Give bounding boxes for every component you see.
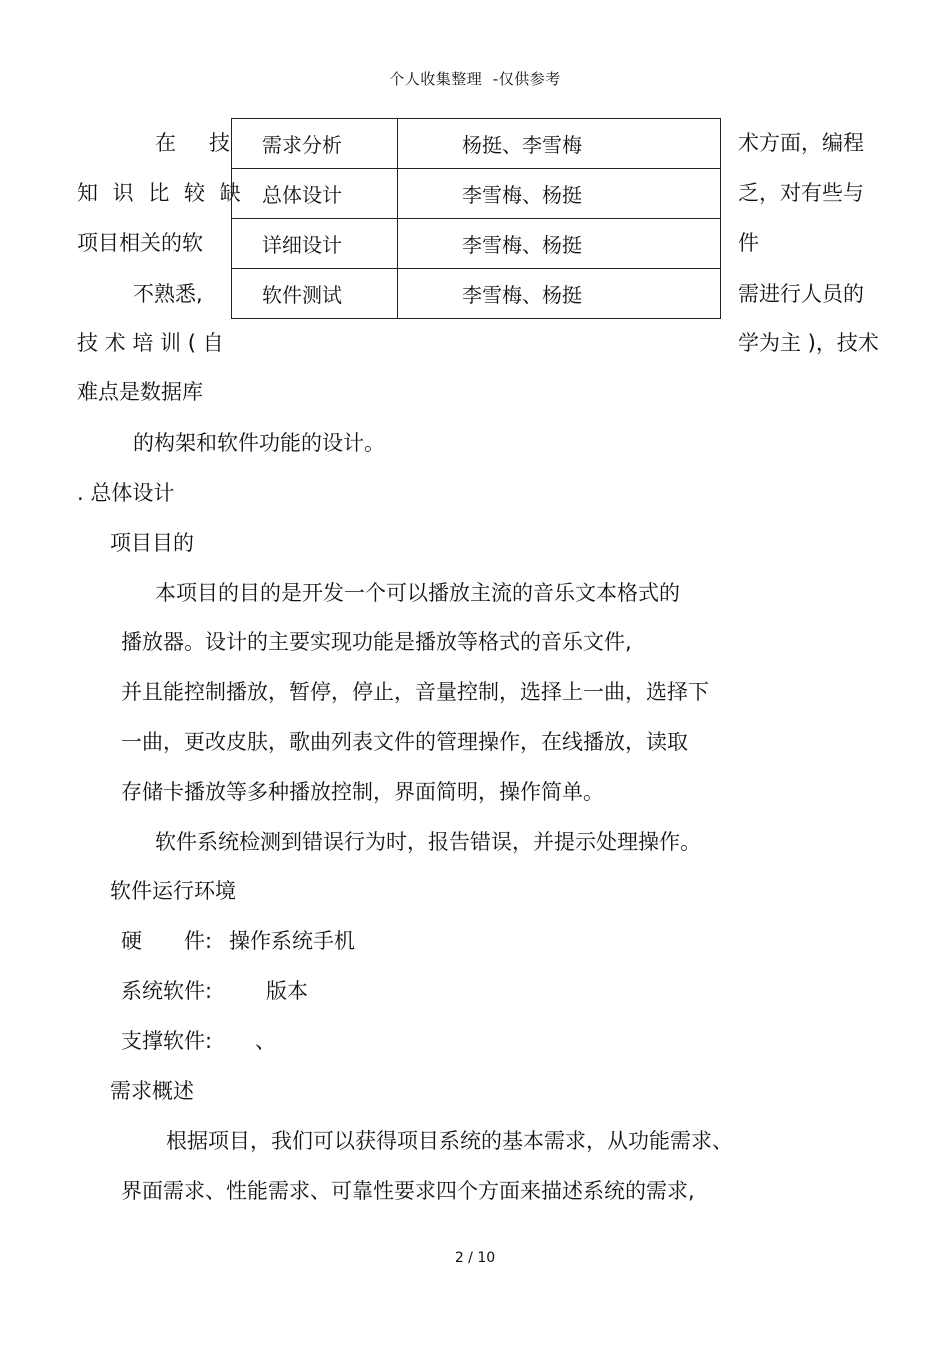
section-heading: . 总体设计	[77, 481, 175, 505]
task-cell: 需求分析	[232, 119, 398, 169]
env-title: 软件运行环境	[110, 879, 236, 903]
people-cell: 李雪梅、杨挺	[398, 219, 721, 269]
task-cell: 详细设计	[232, 219, 398, 269]
page-header: 个人收集整理 -仅供参考	[389, 70, 561, 88]
overview-line-1: 根据项目，我们可以获得项目系统的基本需求，从功能需求、	[166, 1129, 733, 1153]
intro-left-line-3: 项目相关的软	[77, 231, 203, 255]
intro-right-line-4: 需进行人员的	[738, 282, 864, 306]
support-software-value: 、	[255, 1029, 276, 1053]
people-cell: 李雪梅、杨挺	[398, 269, 721, 319]
table-row	[232, 269, 721, 319]
support-software-label: 支撑软件:	[121, 1029, 213, 1053]
table-row	[232, 219, 721, 269]
intro-right-line-2: 乏，对有些与	[738, 181, 864, 205]
intro-right-line-3: 件	[738, 231, 759, 255]
purpose-line-3: 并且能控制播放，暂停，停止，音量控制，选择上一曲，选择下	[121, 680, 709, 704]
intro-left-line-4: 不熟悉,	[133, 282, 203, 306]
purpose-line-5: 存储卡播放等多种播放控制，界面简明，操作简单。	[121, 780, 604, 804]
people-cell: 杨挺、李雪梅	[398, 119, 721, 169]
page-number: 2 / 10	[454, 1250, 496, 1266]
intro-left-line-1: 在 技	[155, 131, 236, 155]
overview-title: 需求概述	[110, 1079, 194, 1103]
people-cell: 李雪梅、杨挺	[398, 169, 721, 219]
task-cell: 总体设计	[232, 169, 398, 219]
intro-left-line-5: 技 术 培 训 ( 自	[77, 331, 224, 355]
purpose-title: 项目目的	[110, 531, 194, 555]
purpose-line-4: 一曲，更改皮肤，歌曲列表文件的管理操作，在线播放，读取	[121, 730, 688, 754]
task-cell: 软件测试	[232, 269, 398, 319]
table-row	[232, 169, 721, 219]
error-handling-line: 软件系统检测到错误行为时，报告错误，并提示处理操作。	[155, 830, 701, 854]
intro-right-line-5: 学为主 )，技术	[738, 331, 879, 355]
intro-continuation: 的构架和软件功能的设计。	[133, 431, 385, 455]
overview-line-2: 界面需求、性能需求、可靠性要求四个方面来描述系统的需求,	[121, 1179, 695, 1203]
purpose-line-2: 播放器。设计的主要实现功能是播放等格式的音乐文件,	[121, 630, 632, 654]
role-table	[231, 118, 721, 319]
intro-right-line-1: 术方面，编程	[738, 131, 864, 155]
system-software-value: 版本	[266, 979, 308, 1003]
table-row	[232, 119, 721, 169]
intro-left-line-6: 难点是数据库	[77, 380, 203, 404]
hardware-value: 操作系统手机	[229, 929, 355, 953]
purpose-line-1: 本项目的目的是开发一个可以播放主流的音乐文本格式的	[155, 581, 680, 605]
intro-left-line-2: 知 识 比 较 缺	[77, 181, 245, 205]
hardware-label: 硬 件:	[121, 929, 213, 953]
system-software-label: 系统软件:	[121, 979, 213, 1003]
